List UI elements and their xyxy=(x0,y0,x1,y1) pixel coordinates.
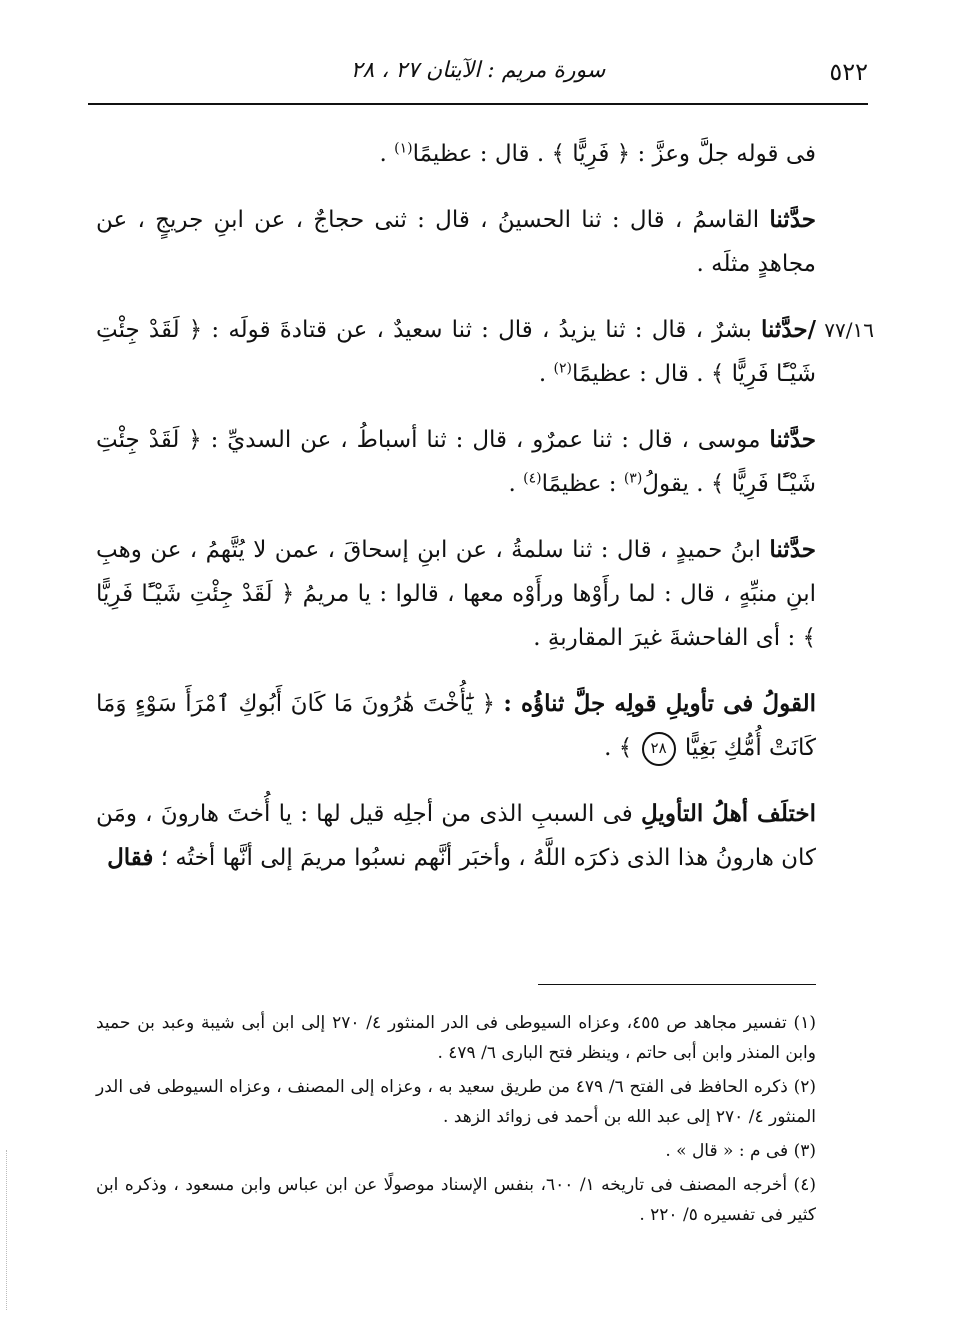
running-title: سورة مريم : الآيتان ٢٧ ، ٢٨ xyxy=(350,58,606,83)
paragraph-4 xyxy=(96,418,816,506)
paragraph-text: القاسمُ ، قال : ثنا الحسينُ ، قال : ثنى حجاجٌ ، عن ابنِ جريجٍ ، عن مجاهدٍ مثلَه . xyxy=(96,207,816,277)
paragraph-lead: حدَّثنا xyxy=(769,536,816,563)
paragraph-tail-2: . xyxy=(508,471,524,497)
paragraph-tail-bold: فقال xyxy=(107,844,154,871)
paragraph-lead: حدَّثنا xyxy=(769,206,816,233)
footnote-ref-4: (٤) xyxy=(523,470,542,487)
paragraph-2 xyxy=(96,198,816,286)
footnotes xyxy=(96,1008,816,1234)
paragraph-lead: /حدَّثنا xyxy=(760,316,816,343)
footnote-1: (١) تفسير مجاهد ص ٤٥٥، وعزاه السيوطى فى الدر المنثور ٤/ ٢٧٠ إلى ابن أبى شيبة وعبد بن حميد وابن المنذر وابن أبى حاتم ، وينظر فتح البارى ٦/ ٤٧٩ . xyxy=(96,1013,816,1063)
footnote-ref-2: (٢) xyxy=(553,360,572,377)
paragraph-3 xyxy=(96,308,874,396)
footnote-ref-1: (١) xyxy=(394,140,413,157)
footnote-2: (٢) ذكره الحافظ فى الفتح ٦/ ٤٧٩ من طريق سعيد به ، وعزاه إلى المصنف ، وعزاه السيوطى فى الدر المنثور ٤/ ٢٧٠ إلى عبد الله بن أحمد فى زوائد الزهد . xyxy=(96,1077,816,1127)
paragraph-7 xyxy=(96,792,816,880)
footnote-3: (٣) فى م : « قال » . xyxy=(665,1141,816,1161)
page-number: ٥٢٢ xyxy=(829,58,868,86)
paragraph-1 xyxy=(96,132,816,176)
paragraph-6-section-heading xyxy=(96,682,816,770)
margin-volume-page-ref: ٧٧/١٦ xyxy=(824,318,874,342)
ayah-number-marker: ٢٨ xyxy=(642,732,676,766)
paragraph-text: ابنُ حميدٍ ، قال : ثنا سلمةُ ، عن ابنِ إسحاقَ ، عمن لا يُتَّهمُ ، عن وهبِ ابنِ منبِّهٍ ، قال : لما رأَوْها ورأَوْه معها ، قالوا : يا مريمُ ﴿ لَقَدْ جِئْتِ شَيْـًٔا فَرِيًّا ﴾ : أى الفاحشةَ غيرَ المقاربةِ . xyxy=(96,537,816,651)
paragraph-text: موسى ، قال : ثنا عمرٌو ، قال : ثنا أسباطُ ، عن السديِّ : ﴿ لَقَدْ جِئْتِ شَيْـًٔا فَرِيًّا ﴾ . يقولُ xyxy=(96,427,816,497)
paragraph-text: بشرٌ ، قال : ثنا يزيدُ ، قال : ثنا سعيدٌ ، عن قتادةَ قولَه : ﴿ لَقَدْ جِئْتِ شَيْـًٔا فَرِيًّا ﴾ . قال : عظيمًا xyxy=(96,317,816,387)
paragraph-lead: اختلَف أهلُ التأويلِ xyxy=(641,800,816,827)
section-heading: القولُ فى تأويلِ قولِه جلَّ ثناؤُه : xyxy=(503,690,816,717)
paragraph-text: فى قوله جلَّ وعزَّ : ﴿ فَرِيًّا ﴾ . قال : عظيمًا xyxy=(412,141,816,167)
footnote-4: (٤) أخرجه المصنف فى تاريخه ١/ ٦٠٠، بنفس الإسناد موصولًا عن ابن عباس وابن مسعود ، وذكره ابن كثير فى تفسيره ٥/ ٢٢٠ . xyxy=(96,1175,816,1225)
paragraph-tail: : عظيمًا xyxy=(541,471,624,497)
header-rule xyxy=(88,103,868,105)
paragraph-tail: . xyxy=(538,361,554,387)
page-header xyxy=(88,52,868,92)
paragraph-5 xyxy=(96,528,816,660)
paragraph-tail: ﴾ . xyxy=(604,735,640,761)
paragraph-text: فى السببِ الذى من أجلِه قيل لها : يا أُختَ هارونَ ، ومَن كان هارونُ هذا الذى ذكرَه اللَّهُ ، وأخبَر أنَّهم نسبُوا مريمَ إلى أنَّها أختُه ؛ xyxy=(96,801,816,871)
paragraph-tail: . xyxy=(379,141,395,167)
paragraph-lead: حدَّثنا xyxy=(769,426,816,453)
footnote-ref-3: (٣) xyxy=(623,470,643,487)
main-text xyxy=(96,132,874,902)
footnote-rule xyxy=(538,984,816,985)
scan-edge-marks xyxy=(6,1150,9,1310)
quran-verse: ﴿ يَٰٓأُخْتَ هَٰرُونَ مَا كَانَ أَبُوكِ ٱمْرَأَ سَوْءٍ وَمَا كَانَتْ أُمُّكِ بَغِيًّا xyxy=(96,691,816,761)
